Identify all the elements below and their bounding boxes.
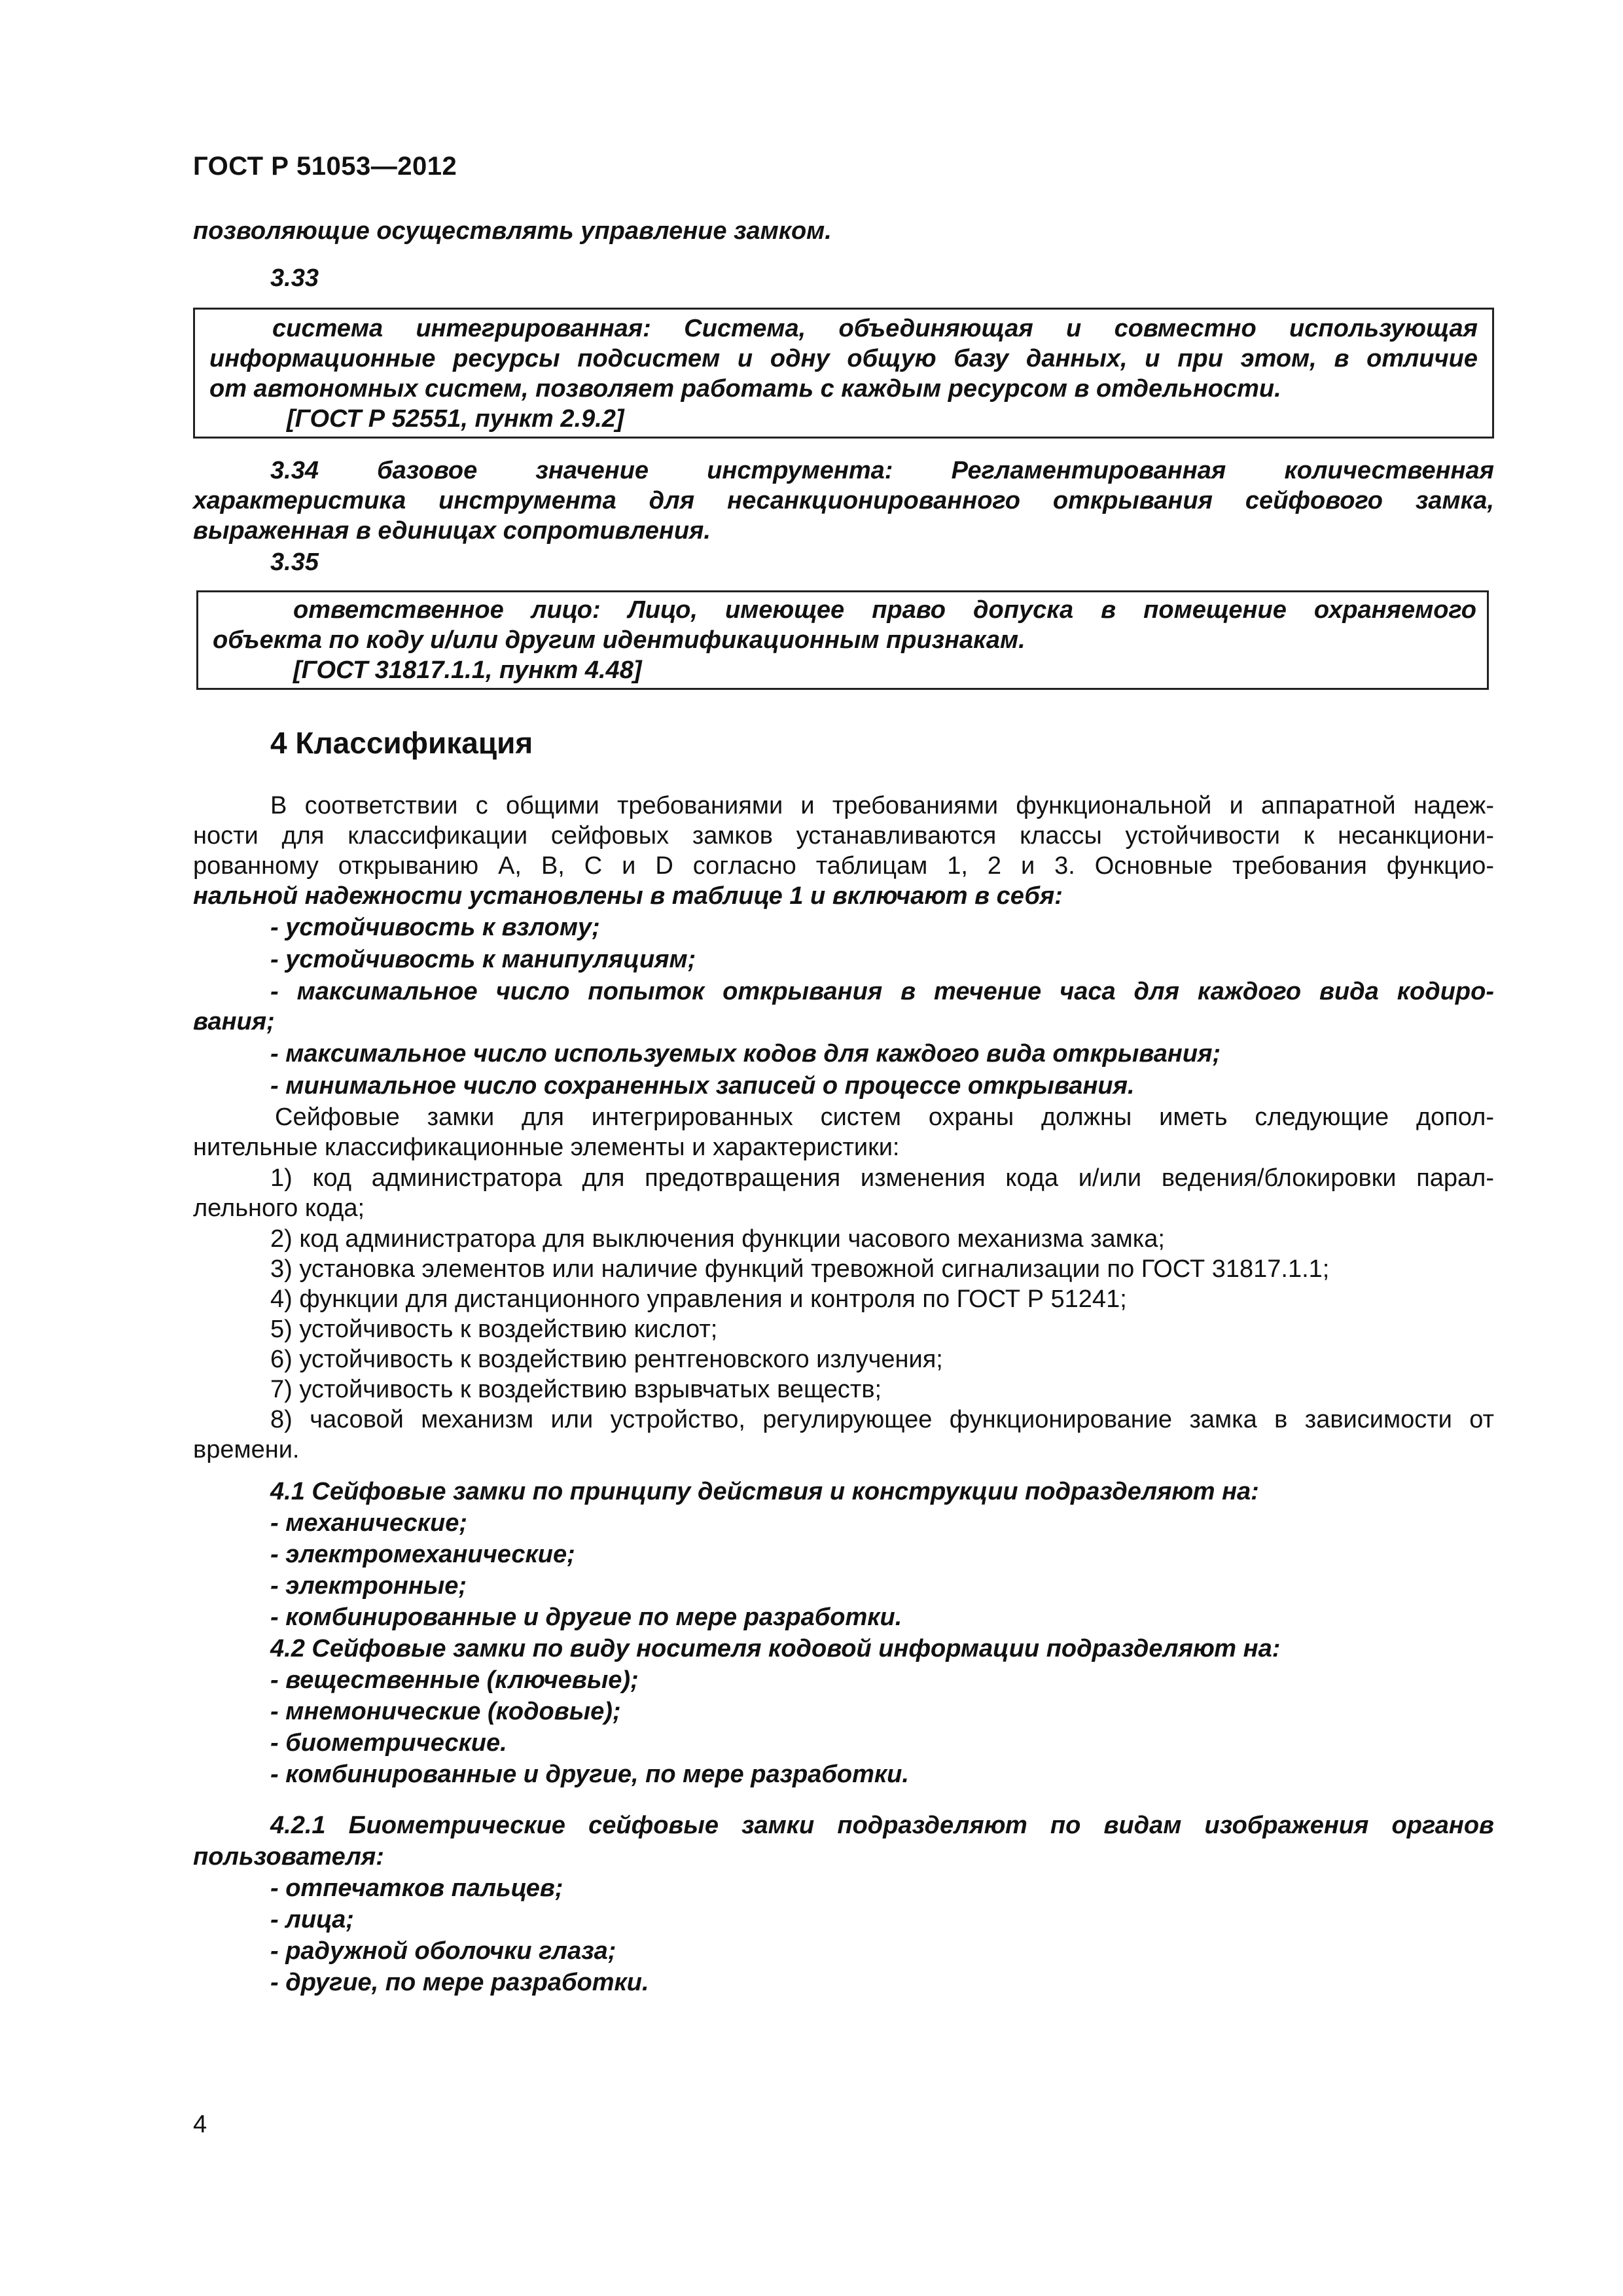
term-line: характеристика инструмента для несанкционированного открывания сейфового замка, [193, 487, 1494, 514]
term-box-335 [196, 590, 1489, 690]
list-item: - электронные; [270, 1572, 467, 1600]
subsection-title: 4.2 Сейфовые замки по виду носителя кодовой информации подразделяют на: [270, 1635, 1281, 1662]
term-number: 3.35 [270, 548, 319, 576]
numbered-item: лельного кода; [193, 1194, 365, 1222]
list-item: - комбинированные и другие по мере разработки. [270, 1604, 902, 1631]
term-line: 3.34 базовое значение инструмента: Регламентированная количественная [270, 457, 1494, 484]
paragraph-line: ности для классификации сейфовых замков устанавливаются классы устойчивости к несанкциони- [193, 822, 1494, 850]
subsection-title-cont: пользователя: [193, 1843, 384, 1871]
list-item: - другие, по мере разработки. [270, 1969, 649, 1996]
term-reference: [ГОСТ Р 52551, пункт 2.9.2] [287, 405, 624, 433]
numbered-item: 6) устойчивость к воздействию рентгеновского излучения; [270, 1346, 943, 1373]
numbered-item: 8) часовой механизм или устройство, регулирующее функционирование замка в зависимости от [270, 1406, 1494, 1433]
term-line: система интегрированная: Система, объединяющая и совместно использующая [272, 315, 1478, 342]
list-item: - вещественные (ключевые); [270, 1666, 639, 1694]
list-item: - радужной оболочки глаза; [270, 1937, 616, 1965]
term-number: 3.33 [270, 264, 319, 292]
numbered-item: времени. [193, 1436, 300, 1463]
list-item: - биометрические. [270, 1729, 507, 1757]
numbered-item: 4) функции для дистанционного управления и контроля по ГОСТ Р 51241; [270, 1285, 1127, 1313]
list-item: - максимальное число попыток открывания в течение часа для каждого вида кодиро- [270, 978, 1494, 1005]
numbered-item: 1) код администратора для предотвращения изменения кода и/или ведения/блокировки парал- [270, 1164, 1494, 1192]
numbered-item: 3) установка элементов или наличие функций тревожной сигнализации по ГОСТ 31817.1.1; [270, 1255, 1330, 1283]
paragraph-line: рованному открыванию А, В, С и D согласно таблицам 1, 2 и 3. Основные требования функцио- [193, 852, 1494, 880]
list-item: - мнемонические (кодовые); [270, 1698, 621, 1725]
term-line: от автономных систем, позволяет работать с каждым ресурсом в отдельности. [209, 375, 1281, 403]
paragraph-line: нительные классификационные элементы и характеристики: [193, 1134, 900, 1161]
list-item: - устойчивость к манипуляциям; [270, 946, 696, 973]
list-item: - отпечатков пальцев; [270, 1874, 563, 1902]
term-line: ответственное лицо: Лицо, имеющее право допуска в помещение охраняемого [293, 596, 1476, 624]
subsection-title: 4.1 Сейфовые замки по принципу действия и конструкции подразделяют на: [270, 1478, 1259, 1505]
list-item: - минимальное число сохраненных записей о процессе открывания. [270, 1072, 1135, 1100]
document-header: ГОСТ Р 51053—2012 [193, 152, 457, 181]
paragraph-line: нальной надежности установлены в таблице 1 и включают в себя: [193, 882, 1063, 910]
term-line: объекта по коду и/или другим идентификационным признакам. [213, 626, 1026, 654]
list-item: - электромеханические; [270, 1541, 575, 1568]
term-reference: [ГОСТ 31817.1.1, пункт 4.48] [293, 656, 642, 684]
continuation-line: позволяющие осуществлять управление замком. [193, 217, 832, 245]
page-number: 4 [193, 2111, 207, 2138]
numbered-item: 7) устойчивость к воздействию взрывчатых веществ; [270, 1376, 882, 1403]
list-item: - комбинированные и другие, по мере разработки. [270, 1761, 909, 1788]
list-item: - лица; [270, 1906, 354, 1933]
paragraph-line: В соответствии с общими требованиями и требованиями функциональной и аппаратной надеж- [270, 792, 1494, 819]
section-heading: 4 Классификация [270, 726, 533, 760]
term-line: информационные ресурсы подсистем и одну общую базу данных, и при этом, в отличие [209, 345, 1478, 372]
list-item: вания; [193, 1008, 275, 1035]
paragraph-line: Сейфовые замки для интегрированных систем охраны должны иметь следующие допол- [275, 1103, 1494, 1131]
term-line: выраженная в единицах сопротивления. [193, 517, 711, 545]
numbered-item: 5) устойчивость к воздействию кислот; [270, 1316, 718, 1343]
list-item: - максимальное число используемых кодов для каждого вида открывания; [270, 1040, 1221, 1067]
list-item: - механические; [270, 1509, 468, 1537]
subsection-title: 4.2.1 Биометрические сейфовые замки подразделяют по видам изображения органов [270, 1812, 1494, 1839]
list-item: - устойчивость к взлому; [270, 914, 600, 941]
numbered-item: 2) код администратора для выключения функции часового механизма замка; [270, 1225, 1165, 1253]
term-box-333 [193, 308, 1494, 439]
